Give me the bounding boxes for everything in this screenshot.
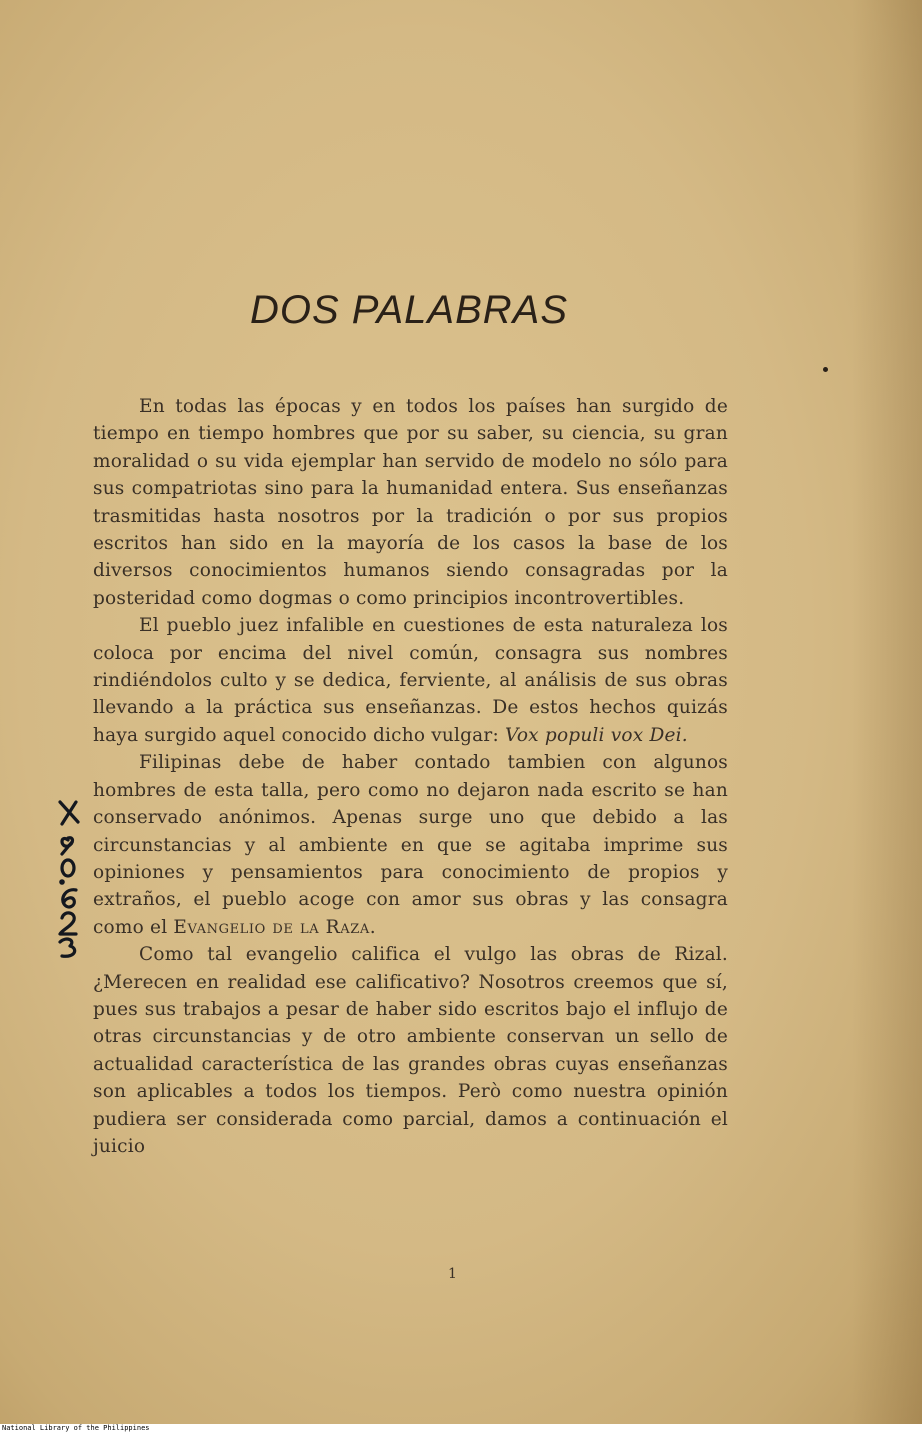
paragraph-3-text: Filipinas debe de haber contado tambien con algunos hombres de esta talla, pero como no dejaron nada escrito se han conservado anónimos. Apenas surge uno que debido a las circunstancias y al ambiente en que se agitaba imprime sus opiniones y pensamientos para conocimiento de propios y extraños, el pueblo acoge con amor sus obras y las consagra como el xyxy=(93,752,728,938)
paragraph-1: En todas las épocas y en todos los países han surgido de tiempo en tiempo hombres que por su saber, su ciencia, su gran moralidad o su vida ejemplar han servido de modelo no sólo para sus compatriotas sino para la humanidad entera. Sus enseñanzas trasmitidas hasta nosotros por la tradición o por sus propios escritos han sido en la mayoría de los casos la base de los diversos conocimientos humanos siendo consagradas por la posteridad como dogmas o como principios incontrovertibles. xyxy=(93,396,728,609)
page-title: DOS PALABRAS xyxy=(249,288,569,332)
latin-quote: Vox populi vox Dei. xyxy=(504,724,688,746)
page-number: 1 xyxy=(448,1266,457,1282)
ink-speck xyxy=(823,367,828,372)
paragraph-3 xyxy=(93,749,728,941)
library-footer: National Library of the Philippines xyxy=(0,1424,922,1433)
paragraph-2 xyxy=(93,612,728,749)
body-text xyxy=(93,393,728,1160)
paragraph-4: Como tal evangelio califica el vulgo las obras de Rizal. ¿Merecen en realidad ese calificativo? Nosotros creemos que sí, pues sus trabajos a pesar de haber sido escritos bajo el influjo de otras circunstancias y de otro ambiente conservan un sello de actualidad característica de las grandes obras cuyas enseñanzas son aplicables a todos los tiempos. Però como nuestra opinión pudiera ser considerada como parcial, damos a continuación el juicio xyxy=(93,944,728,1157)
evangelio-emphasis: Evangelio de la Raza. xyxy=(173,916,377,938)
handwritten-call-number xyxy=(48,800,88,960)
paragraph-2-text: El pueblo juez infalible en cuestiones de esta naturaleza los coloca por encima del nivel común, consagra sus nombres rindiéndolos culto y se dedica, ferviente, al análisis de sus obras llevando a la práctica sus enseñanzas. De estos hechos quizás haya surgido aquel conocido dicho vulgar: xyxy=(93,615,728,746)
